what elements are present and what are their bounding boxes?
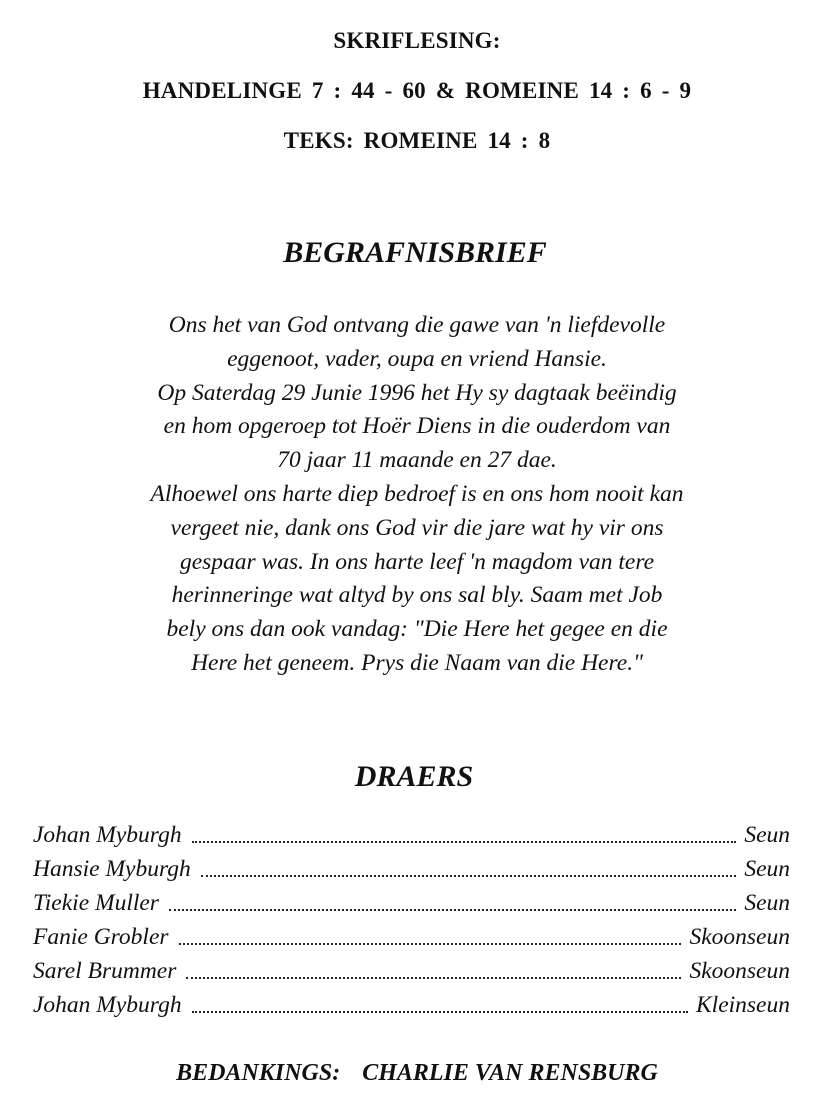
funeral-letter-body (0, 309, 834, 681)
bearer-row (33, 818, 790, 852)
letter-line: eggenoot, vader, oupa en vriend Hansie. (227, 345, 607, 372)
bearer-relation: Skoonseun (689, 924, 790, 950)
bearer-name: Sarel Brummer (33, 958, 177, 984)
sermon-text-reference: TEKS: ROMEINE 14 : 8 (283, 128, 551, 153)
letter-line: Op Saterdag 29 Junie 1996 het Hy sy dagtaak beëindig (157, 379, 677, 406)
letter-line: bely ons dan ook vandag: "Die Here het gegee en die (166, 616, 668, 643)
bearer-relation: Seun (744, 856, 790, 882)
dot-leader (192, 1011, 688, 1013)
dot-leader (192, 841, 737, 843)
bearer-name: Tiekie Muller (33, 890, 159, 916)
bearer-relation: Skoonseun (689, 958, 790, 984)
letter-line: gespaar was. In ons harte leef 'n magdom van tere (179, 548, 655, 575)
bearer-relation: Seun (744, 822, 790, 848)
bearer-name: Johan Myburgh (33, 992, 182, 1018)
scripture-reading-heading: SKRIFLESING: (333, 28, 501, 53)
letter-line: herinneringe wat altyd by ons sal bly. Saam met Job (171, 582, 663, 609)
dot-leader (179, 943, 682, 945)
bearer-row (33, 886, 790, 920)
bearer-name: Johan Myburgh (33, 822, 182, 848)
bearer-name: Hansie Myburgh (33, 856, 191, 882)
dot-leader (201, 875, 737, 877)
dot-leader (186, 977, 681, 979)
bearer-row (33, 920, 790, 954)
scripture-readings: HANDELINGE 7 : 44 - 60 & ROMEINE 14 : 6 - 9 (142, 78, 692, 103)
funeral-letter-title: BEGRAFNISBRIEF (283, 236, 547, 269)
dot-leader (169, 909, 736, 911)
letter-line: Here het geneem. Prys die Naam van die Here." (191, 649, 643, 676)
letter-line: Alhoewel ons harte diep bedroef is en ons hom nooit kan (150, 480, 684, 507)
bearer-row (33, 954, 790, 988)
bearer-row (33, 988, 790, 1022)
acknowledgements-label: BEDANKINGS: (176, 1060, 341, 1086)
bearers-list (33, 818, 790, 1022)
letter-line: vergeet nie, dank ons God vir die jare wat hy vir ons (170, 514, 664, 541)
bearer-relation: Seun (744, 890, 790, 916)
bearer-relation: Kleinseun (696, 992, 790, 1018)
bearer-name: Fanie Grobler (33, 924, 169, 950)
letter-line: 70 jaar 11 maande en 27 dae. (277, 447, 557, 474)
acknowledgements-name: CHARLIE VAN RENSBURG (362, 1060, 658, 1086)
bearers-title: DRAERS (354, 760, 474, 793)
acknowledgements-line (0, 1059, 834, 1087)
letter-line: Ons het van God ontvang die gawe van 'n liefdevolle (168, 312, 666, 338)
bearer-row (33, 852, 790, 886)
letter-line: en hom opgeroep tot Hoër Diens in die ouderdom van (163, 413, 671, 440)
